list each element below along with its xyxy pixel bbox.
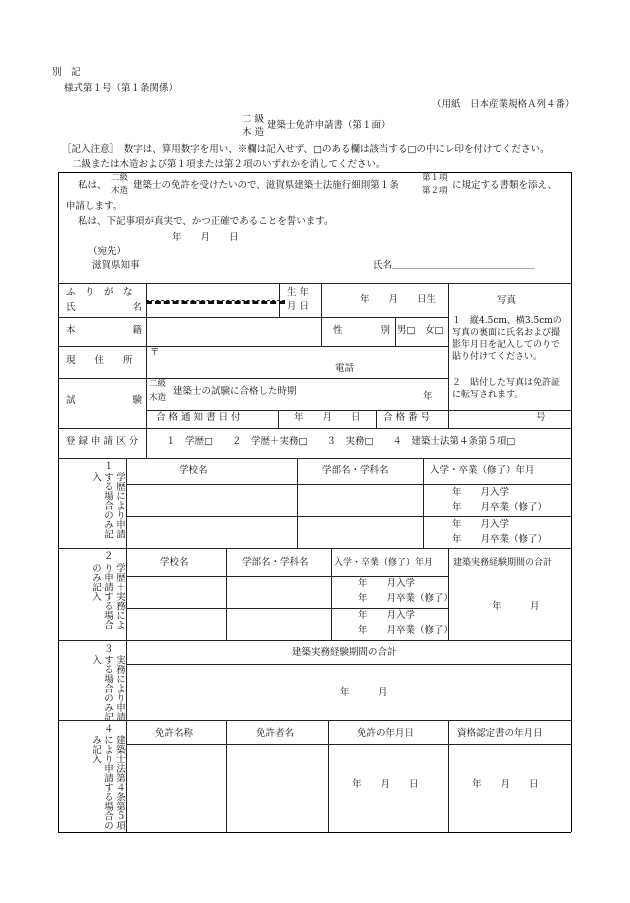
registration-label: 登 録 申 請 区 分 [66,436,139,447]
label-furigana: ふ り が な [66,287,133,298]
birth-date-field[interactable]: 年 月 日生 [360,294,437,305]
sec4-license-date-field[interactable]: 年 月 日 [352,779,419,790]
sec2-col-total: 建築実務経験期間の合計 [453,558,553,568]
sec2-row2-grad[interactable]: 年 月卒業（修了） [358,625,454,636]
label-exam: 試 験 [66,395,143,406]
decl-grade-top: 二級 [111,173,129,183]
phone-label: 電話 [335,363,355,374]
pass-number-unit: 号 [536,412,546,423]
honseki-field[interactable] [150,322,315,340]
decl-text-b: 建築士の免許を受けたいので、滋賀県建築士法施行細則第１条 [133,180,399,191]
title-grade-bottom: 木 造 [242,127,265,138]
page-title: 建築士免許申請書（第１面） [267,120,391,131]
sec2-col-school: 学校名 [160,557,189,568]
postal-mark: 〒 [150,347,160,358]
label-honseki: 本 籍 [66,325,143,336]
sec4-col-license-date: 免許の年月日 [357,728,415,739]
sec1-col-dept: 学部名・学科名 [322,465,389,476]
exam-grade-top: 二級 [149,379,167,389]
exam-grade-bottom: 木造 [149,393,167,403]
sec1-row2-grad[interactable]: 年 月卒業（修了） [452,534,548,545]
sec3-number: ３ [104,644,114,655]
decl-date[interactable]: 年 月 日 [172,232,239,243]
label-birth-2: 月 日 [287,301,310,312]
decl-clause-top: 第１項 [422,173,448,183]
sec1-col-school: 学校名 [179,465,208,476]
exam-year[interactable]: 年 [423,391,433,402]
entry-note-2: 二級または木造および第１項または第２項のいずれかを消してください。 [72,159,386,170]
photo-note-1: １ 縦4.5cm、横3.5cmの写真の裏面に氏名および撮影年月日を記入してのりで貼り付けてください。 [452,316,562,362]
name-field[interactable] [150,303,275,315]
label-sex: 性 別 [333,325,391,336]
sec4-col-licensor: 免許者名 [256,728,295,739]
photo-note-2: ２ 貼付した写真は免許証に転写されます。 [452,378,561,400]
sec1-row1-grad[interactable]: 年 月卒業（修了） [452,502,548,513]
sec4-col-license-name: 免許名称 [155,728,194,739]
label-birth-1: 生 年 [287,287,310,298]
sec3-label: 実務により申請する場合のみ記入 [90,655,125,722]
sec2-label: 学歴＋実務により申請する場合のみ記入 [90,563,125,630]
sec4-col-cert-date: 資格認定書の年月日 [457,728,543,739]
sex-checkbox[interactable]: 男□ 女□ [397,325,444,336]
decl-text-c: に規定する書類を添え、 [452,180,558,191]
address-field[interactable] [160,350,440,374]
notice-date-label: 合 格 通 知 書 日 付 [156,412,241,423]
photo-title: 写真 [497,295,517,306]
applicant-name-field[interactable]: 氏名＿＿＿＿＿＿＿＿＿＿＿＿＿＿＿ [373,260,535,271]
sec1-col-date: 入学・卒業（修了）年月 [430,465,535,476]
governor: 滋賀県知事 [92,260,140,271]
decl-text-line2: 申請します。 [66,201,123,212]
form-number: 様式第１号（第１条関係） [64,83,179,94]
sec4-number: ４ [104,724,114,735]
decl-oath: 私は、下記事項が真実で、かつ正確であることを誓います。 [78,216,334,227]
sec4-label: 建築士法第４条第５項により申請する場合のみ記入 [90,735,125,830]
sec2-row1-entry[interactable]: 年 月入学 [358,578,416,589]
exam-pass-time-label: 建築士の試験に合格した時期 [173,386,297,397]
label-address: 現 住 所 [66,355,133,366]
betsuki: 別 記 [52,67,81,78]
sec1-row1-entry[interactable]: 年 月入学 [452,487,510,498]
registration-options[interactable]: １ 学歴□ ２ 学歴＋実務□ ３ 実務□ ４ 建築士法第４条第５項□ [166,436,516,447]
decl-text-a: 私は、 [78,180,107,191]
sec2-row1-grad[interactable]: 年 月卒業（修了） [358,593,454,604]
sec4-cert-date-field[interactable]: 年 月 日 [472,779,539,790]
paper-size-note: （用紙 日本産業規格Ａ列４番） [432,99,575,110]
sec2-total-field[interactable]: 年 月 [492,601,540,612]
furigana-field[interactable] [150,286,275,298]
title-grade-top: 二 級 [242,114,265,125]
pass-number-label: 合 格 番 号 [383,412,431,423]
sec3-header: 建築実務経験期間の合計 [292,647,397,658]
sec2-number: ２ [104,551,114,562]
sec3-total-field[interactable]: 年 月 [340,687,388,698]
addressee: （宛先） [88,246,127,257]
notice-date-field[interactable]: 年 月 日 [294,412,361,423]
sec2-col-dept: 学部名・学科名 [242,557,309,568]
decl-grade-bottom: 木造 [111,186,129,196]
sec1-row2-entry[interactable]: 年 月入学 [452,519,510,530]
sec1-label: 学歴により申請する場合のみ記入 [90,472,125,539]
sec1-number: １ [104,461,114,472]
decl-clause-bottom: 第２項 [422,186,448,196]
entry-note: ［記入注意］ 数字は、算用数字を用い、※欄は記入せず、□のある欄は該当する□の中にレ印を付けてください。 [62,144,550,155]
sec2-row2-entry[interactable]: 年 月入学 [358,610,416,621]
label-name: 氏 名 [66,302,143,313]
sec2-col-date: 入学・卒業（修了）年月 [334,558,434,568]
